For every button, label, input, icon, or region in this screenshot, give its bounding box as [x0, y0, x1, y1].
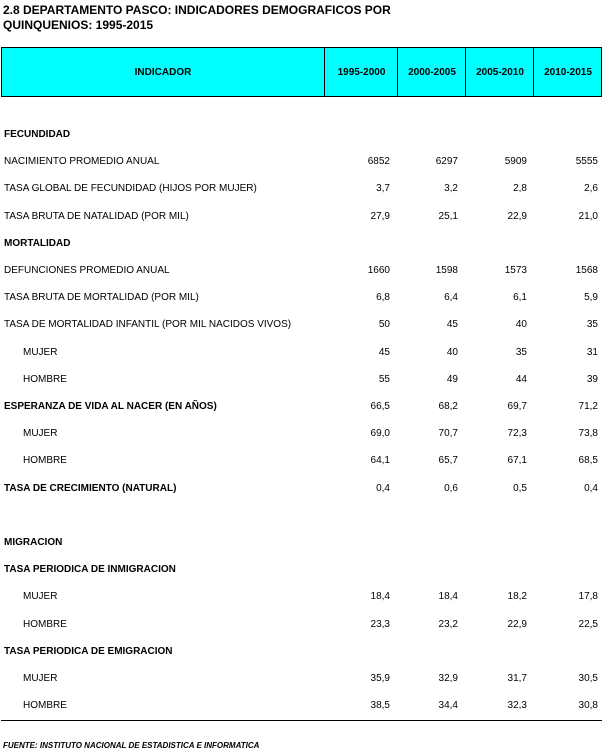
header-indicator: INDICADOR: [134, 66, 192, 78]
row-value-2000-2005: 25,1: [438, 211, 458, 222]
header-period-2000-2005: 2000-2005: [397, 48, 466, 96]
row-value-2010-2015: 1568: [575, 265, 598, 276]
table-row: [0, 583, 605, 610]
table-row: [0, 366, 605, 393]
row-value-2010-2015: 68,5: [578, 455, 598, 466]
row-value-2005-2010: 18,2: [507, 591, 527, 602]
row-value-2010-2015: 73,8: [578, 428, 598, 439]
table-bottom-rule: [1, 720, 602, 721]
row-value-2005-2010: 40: [515, 319, 527, 330]
section-heading-row: [0, 638, 605, 665]
row-value-2000-2005: 34,4: [438, 700, 458, 711]
row-value-2000-2005: 23,2: [438, 619, 458, 630]
section-heading-row: [0, 529, 605, 556]
header-period-2005-2010: 2005-2010: [465, 48, 534, 96]
row-label: HOMBRE: [23, 619, 67, 630]
table-row: [0, 175, 605, 202]
row-value-2000-2005: 1598: [435, 265, 458, 276]
row-value-2000-2005: 65,7: [438, 455, 458, 466]
row-value-2000-2005: 0,6: [444, 483, 458, 494]
row-value-1995-2000: 50: [378, 319, 390, 330]
table-row: [0, 393, 605, 420]
row-label: MUJER: [23, 673, 58, 684]
row-value-1995-2000: 55: [378, 374, 390, 385]
row-value-1995-2000: 0,4: [376, 483, 390, 494]
row-label: TASA PERIODICA DE INMIGRACION: [4, 564, 176, 575]
table-row: [0, 447, 605, 474]
table-row: [0, 284, 605, 311]
row-label: FECUNDIDAD: [4, 129, 71, 140]
row-value-2005-2010: 69,7: [507, 401, 527, 412]
row-value-2005-2010: 22,9: [507, 211, 527, 222]
spacer-row: [0, 502, 605, 529]
row-label: MUJER: [23, 428, 58, 439]
title-line-2: QUINQUENIOS: 1995-2015: [3, 18, 154, 32]
row-label: TASA BRUTA DE MORTALIDAD (POR MIL): [4, 292, 199, 303]
row-label: TASA GLOBAL DE FECUNDIDAD (HIJOS POR MUJER): [4, 183, 257, 194]
section-heading-row: [0, 121, 605, 148]
row-value-1995-2000: 6,8: [376, 292, 390, 303]
row-value-2005-2010: 67,1: [507, 455, 527, 466]
row-value-2010-2015: 17,8: [578, 591, 598, 602]
row-label: NACIMIENTO PROMEDIO ANUAL: [4, 156, 160, 167]
table-row: [0, 611, 605, 638]
row-value-2000-2005: 70,7: [438, 428, 458, 439]
header-period-1995-2000: 1995-2000: [324, 48, 398, 96]
row-value-2010-2015: 0,4: [584, 483, 598, 494]
row-value-1995-2000: 66,5: [370, 401, 390, 412]
row-value-2000-2005: 3,2: [444, 183, 458, 194]
row-value-2005-2010: 44: [515, 374, 527, 385]
document-title: [3, 3, 563, 33]
row-value-1995-2000: 18,4: [370, 591, 390, 602]
table-header: [1, 47, 602, 97]
row-value-2005-2010: 6,1: [513, 292, 527, 303]
row-value-1995-2000: 27,9: [370, 211, 390, 222]
row-value-2005-2010: 0,5: [513, 483, 527, 494]
table-row: [0, 665, 605, 692]
table-row: [0, 692, 605, 719]
row-value-2010-2015: 30,5: [578, 673, 598, 684]
row-label: HOMBRE: [23, 374, 67, 385]
row-value-1995-2000: 64,1: [370, 455, 390, 466]
row-label: DEFUNCIONES PROMEDIO ANUAL: [4, 265, 170, 276]
row-value-2010-2015: 39: [586, 374, 598, 385]
row-value-2005-2010: 72,3: [507, 428, 527, 439]
row-label: MIGRACION: [4, 537, 63, 548]
row-value-2005-2010: 31,7: [507, 673, 527, 684]
row-value-1995-2000: 23,3: [370, 619, 390, 630]
row-value-2010-2015: 22,5: [578, 619, 598, 630]
row-value-1995-2000: 35,9: [370, 673, 390, 684]
row-value-2000-2005: 40: [446, 347, 458, 358]
section-heading-row: [0, 556, 605, 583]
row-value-2005-2010: 2,8: [513, 183, 527, 194]
row-label: TASA DE CRECIMIENTO (NATURAL): [4, 483, 177, 494]
row-value-2005-2010: 1573: [504, 265, 527, 276]
row-value-1995-2000: 6852: [367, 156, 390, 167]
table-row: [0, 339, 605, 366]
row-value-2005-2010: 35: [515, 347, 527, 358]
row-value-2010-2015: 2,6: [584, 183, 598, 194]
table-row: [0, 148, 605, 175]
row-label: TASA BRUTA DE NATALIDAD (POR MIL): [4, 211, 189, 222]
section-heading-row: [0, 230, 605, 257]
row-value-1995-2000: 1660: [367, 265, 390, 276]
header-period-2010-2015: 2010-2015: [533, 48, 602, 96]
row-value-2000-2005: 6,4: [444, 292, 458, 303]
row-value-2000-2005: 32,9: [438, 673, 458, 684]
row-value-2010-2015: 5555: [575, 156, 598, 167]
row-value-1995-2000: 3,7: [376, 183, 390, 194]
row-value-2000-2005: 68,2: [438, 401, 458, 412]
row-value-2000-2005: 6297: [435, 156, 458, 167]
row-value-2010-2015: 71,2: [578, 401, 598, 412]
source-footnote: FUENTE: INSTITUTO NACIONAL DE ESTADISTICA E INFORMATICA: [3, 741, 260, 750]
table-row: [0, 257, 605, 284]
row-value-2010-2015: 21,0: [578, 211, 598, 222]
row-value-2010-2015: 5,9: [584, 292, 598, 303]
row-label: TASA PERIODICA DE EMIGRACION: [4, 646, 173, 657]
row-label: MUJER: [23, 347, 58, 358]
row-value-2010-2015: 30,8: [578, 700, 598, 711]
row-label: TASA DE MORTALIDAD INFANTIL (POR MIL NACIDOS VIVOS): [4, 319, 292, 330]
row-value-2000-2005: 45: [446, 319, 458, 330]
row-value-2005-2010: 5909: [504, 156, 527, 167]
row-value-2010-2015: 35: [586, 319, 598, 330]
table-row: [0, 311, 605, 338]
row-label: ESPERANZA DE VIDA AL NACER (EN AÑOS): [4, 401, 217, 412]
row-value-2000-2005: 18,4: [438, 591, 458, 602]
table-row: [0, 203, 605, 230]
row-value-1995-2000: 69,0: [370, 428, 390, 439]
table-row: [0, 475, 605, 502]
row-value-1995-2000: 45: [378, 347, 390, 358]
row-value-1995-2000: 38,5: [370, 700, 390, 711]
row-value-2000-2005: 49: [446, 374, 458, 385]
row-label: MUJER: [23, 591, 58, 602]
row-label: MORTALIDAD: [4, 238, 71, 249]
title-line-1: 2.8 DEPARTAMENTO PASCO: INDICADORES DEMOGRAFICOS POR: [3, 3, 391, 17]
row-value-2005-2010: 32,3: [507, 700, 527, 711]
table-row: [0, 420, 605, 447]
row-value-2005-2010: 22,9: [507, 619, 527, 630]
row-value-2010-2015: 31: [586, 347, 598, 358]
row-label: HOMBRE: [23, 700, 67, 711]
row-label: HOMBRE: [23, 455, 67, 466]
